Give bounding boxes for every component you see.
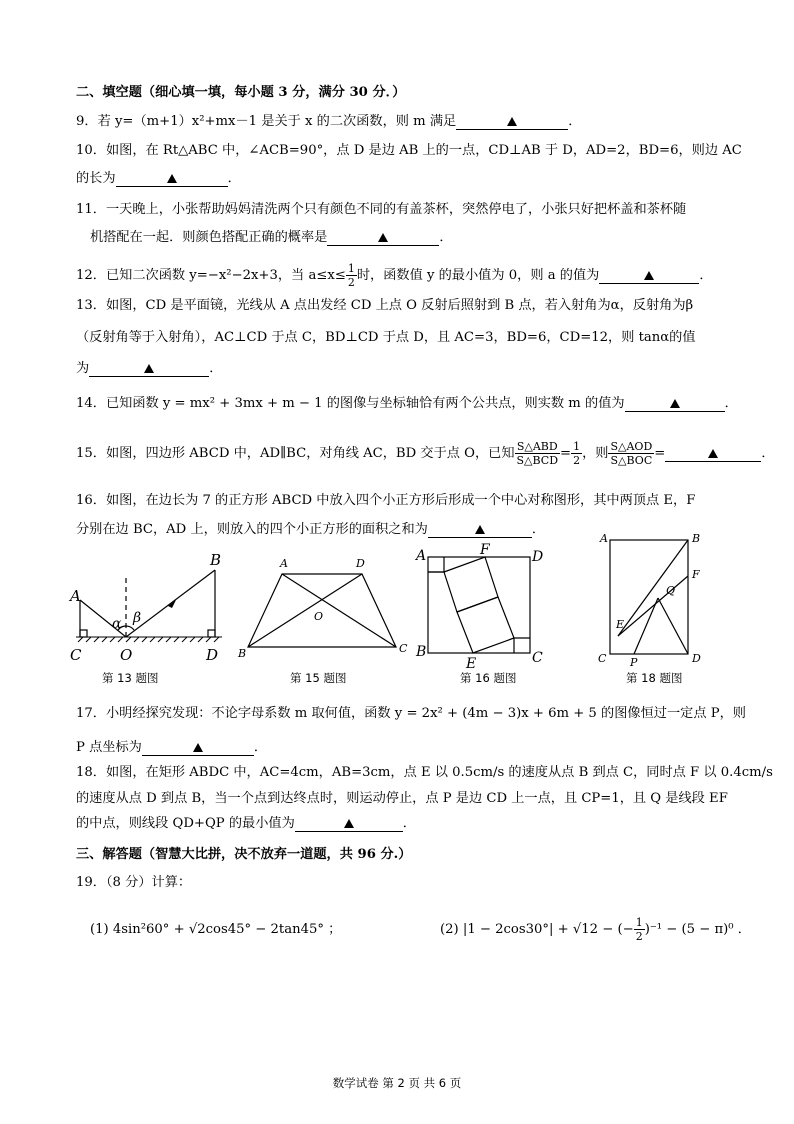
q11-answer-blank[interactable] xyxy=(327,231,439,246)
question-17-line2: P 点坐标为 ． xyxy=(76,740,268,755)
figure-13-caption: 第 13 题图 xyxy=(102,671,159,685)
fig16-label-F: F xyxy=(480,542,490,558)
q16-answer-blank[interactable] xyxy=(428,523,532,538)
fig16-label-C: C xyxy=(532,650,543,666)
q13-answer-blank[interactable] xyxy=(89,362,209,377)
q17-answer-blank[interactable] xyxy=(142,741,254,756)
figure-18-rectangle xyxy=(590,528,710,673)
fig16-label-A: A xyxy=(416,548,427,564)
fig18-label-D: D xyxy=(692,652,701,665)
q19-fraction: $\frac{1}{2}$ xyxy=(635,916,643,943)
triangle-marker-icon xyxy=(670,399,680,408)
question-12: 12．已知二次函数 y=−x²−2x+3，当 a≤x≤ $\frac{1}{2}$ 时，函数值 y 的最小值为 0，则 a 的值为 ． xyxy=(76,262,713,289)
fig18-label-C: C xyxy=(598,652,607,665)
question-10-line1: 10．如图，在 Rt△ABC 中，∠ACB=90°，点 D 是边 AB 上的一点，CD⊥AB 于 D，AD=2，BD=6，则边 AC xyxy=(76,143,742,158)
question-18-line3: 的中点，则线段 QD+QP 的最小值为 ． xyxy=(76,816,416,831)
fig16-label-E: E xyxy=(466,656,477,670)
fig15-label-B: B xyxy=(238,647,247,660)
question-16-line1: 16．如图，在边长为 7 的正方形 ABCD 中放入四个小正方形后形成一个中心对称图形，其中两顶点 E，F xyxy=(76,493,696,508)
question-11-line1: 11．一天晚上，小张帮助妈妈清洗两个只有颜色不同的有盖茶杯，突然停电了，小张只好把杯盖和茶杯随 xyxy=(76,202,687,217)
question-16-line2: 分别在边 BC，AD 上，则放入的四个小正方形的面积之和为 ． xyxy=(76,522,546,537)
fig13-label-C: C xyxy=(70,646,82,664)
fig16-label-D: D xyxy=(532,549,544,565)
figure-13-reflection-diagram xyxy=(62,550,232,675)
q9-answer-blank[interactable] xyxy=(456,115,568,130)
question-10-line2: 的长为 ． xyxy=(76,171,241,186)
triangle-marker-icon xyxy=(167,174,177,183)
q10-answer-blank[interactable] xyxy=(116,172,228,187)
triangle-marker-icon xyxy=(507,117,517,126)
triangle-marker-icon xyxy=(144,364,154,373)
fig13-label-alpha: α xyxy=(112,616,122,632)
q14-answer-blank[interactable] xyxy=(625,397,725,412)
q12-fraction: $\frac{1}{2}$ xyxy=(347,262,355,289)
fig13-label-B: B xyxy=(210,551,222,569)
question-19-head: 19．（8 分）计算： xyxy=(76,875,192,890)
fig18-label-Q: Q xyxy=(666,584,676,597)
question-13-line3: 为 ． xyxy=(76,361,223,376)
q15-fraction-2: $\frac{1}{2}$ xyxy=(573,440,581,467)
q18-answer-blank[interactable] xyxy=(295,817,403,832)
question-11-line2: 机搭配在一起．则颜色搭配正确的概率是 ． xyxy=(90,230,453,245)
fig16-label-B: B xyxy=(416,644,427,660)
question-13-line2: （反射角等于入射角），AC⊥CD 于点 C，BD⊥CD 于点 D，且 AC=3，BD=6，CD=12，则 tanα的值 xyxy=(76,330,696,345)
fig18-label-F: F xyxy=(692,568,700,581)
question-15: 15．如图，四边形 ABCD 中，AD∥BC，对角线 AC，BD 交于点 O，已知 $\frac{\text{S△ABD}}{\text{S△BCD}}$ = $\frac{1}{2}$ ，则 $\frac{\text{S△AOD}}{\text{S△BOC}}$ = ． xyxy=(76,440,775,467)
question-14: 14．已知函数 y = mx² + 3mx + m − 1 的图像与坐标轴恰有两个公共点，则实数 m 的值为 ． xyxy=(76,396,738,411)
fig15-label-A: A xyxy=(280,557,288,570)
fig18-label-A: A xyxy=(600,532,608,545)
triangle-marker-icon xyxy=(378,233,388,242)
question-17-line1: 17．小明经探究发现：不论字母系数 m 取何值，函数 y = 2x² + (4m − 3)x + 6m + 5 的图像恒过一定点 P，则 xyxy=(76,706,746,721)
fig15-label-C: C xyxy=(399,642,408,655)
triangle-marker-icon xyxy=(708,449,718,458)
q12-answer-blank[interactable] xyxy=(599,269,699,284)
figure-18-caption: 第 18 题图 xyxy=(626,671,683,685)
figure-16-squares xyxy=(412,540,552,670)
triangle-marker-icon xyxy=(475,525,485,534)
question-18-line1: 18．如图，在矩形 ABDC 中，AC=4cm，AB=3cm，点 E 以 0.5cm/s 的速度从点 B 到点 C，同时点 F 以 0.4cm/s xyxy=(76,765,773,780)
fig13-label-beta: β xyxy=(133,610,142,626)
fig18-label-P: P xyxy=(630,656,638,669)
section-title-answer: 三、解答题（智慧大比拼，决不放弃一道题，共 96 分.） xyxy=(76,847,412,862)
q9-text: 若 y=（m+1）x²+mx－1 是关于 x 的二次函数，则 m 满足 xyxy=(97,114,457,129)
figure-15-trapezoid xyxy=(236,552,411,662)
fig13-label-D: D xyxy=(206,646,219,664)
figure-15-caption: 第 15 题图 xyxy=(290,671,347,685)
fig15-label-D: D xyxy=(356,557,365,570)
q9-number: 9． xyxy=(76,114,98,129)
q15-answer-blank[interactable] xyxy=(665,447,761,462)
fig15-label-O: O xyxy=(314,610,324,623)
question-19-part1: (1) 4sin²60° + √2cos45° − 2tan45° ； xyxy=(90,922,342,937)
triangle-marker-icon xyxy=(644,271,654,280)
fig13-label-A: A xyxy=(70,587,81,605)
question-13-line1: 13．如图，CD 是平面镜，光线从 A 点出发经 CD 上点 O 反射后照射到 B 点，若入射角为α，反射角为β xyxy=(76,298,694,313)
triangle-marker-icon xyxy=(344,819,354,828)
q15-fraction-1: $\frac{\text{S△ABD}}{\text{S△BCD}}$ xyxy=(516,440,559,467)
fig18-label-E: E xyxy=(616,618,625,631)
fig18-label-B: B xyxy=(692,532,701,545)
section-title-fill-blank: 二、填空题（细心填一填，每小题 3 分，满分 30 分．） xyxy=(76,85,406,100)
question-18-line2: 的速度从点 D 到点 B，当一个点到达终点时，则运动停止，点 P 是边 CD 上一点，且 CP=1，且 Q 是线段 EF xyxy=(76,791,728,806)
q15-fraction-3: $\frac{\text{S△AOD}}{\text{S△BOC}}$ xyxy=(610,440,653,467)
question-19-part2: (2) |1 − 2cos30°| + √12 − (− $\frac{1}{2}$ )⁻¹ − (5 − π)⁰ ． xyxy=(440,916,751,943)
question-9: 9．若 y=（m+1）x²+mx－1 是关于 x 的二次函数，则 m 满足 ． xyxy=(76,114,582,129)
page-footer: 数学试卷 第 2 页 共 6 页 xyxy=(332,1076,462,1090)
figure-16-caption: 第 16 题图 xyxy=(460,671,517,685)
fig13-label-O: O xyxy=(120,646,133,664)
triangle-marker-icon xyxy=(193,743,203,752)
